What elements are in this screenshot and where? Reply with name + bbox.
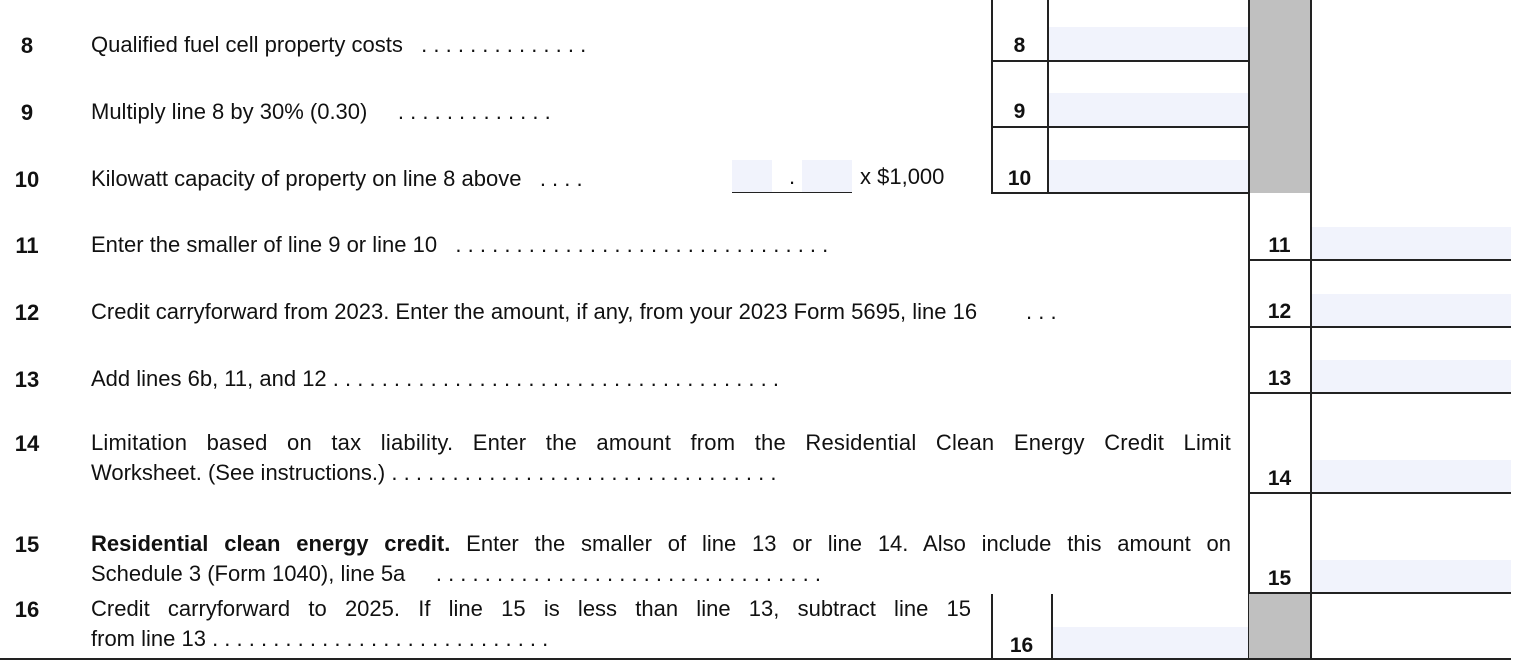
- row-rule: [991, 60, 1248, 62]
- line-text: from line 13: [91, 626, 206, 651]
- line-number: 16: [14, 597, 40, 622]
- box-label-8: 8: [1013, 34, 1026, 57]
- box-label-11: 11: [1268, 234, 1291, 257]
- line-10-amount-input[interactable]: [1049, 160, 1248, 193]
- line-number: 10: [14, 167, 40, 192]
- line-number: 11: [15, 233, 39, 258]
- line-12-amount-input[interactable]: [1312, 294, 1511, 327]
- leader-dots: . . . . . . . . . . . . .: [397, 99, 551, 124]
- line-14-amount-input[interactable]: [1312, 460, 1511, 493]
- line-number: 9: [20, 100, 34, 125]
- leader-dots: . . . . . . . . . . . . . . . . . . . . . . . . . . . . . . . .: [435, 561, 821, 586]
- row-rule: [1248, 392, 1511, 394]
- line-11-description: [91, 230, 828, 260]
- row-rule: [991, 126, 1248, 128]
- line-15-description-2: [91, 559, 821, 589]
- box-label-12: 12: [1267, 300, 1292, 323]
- kilowatt-decimal-input[interactable]: [802, 160, 852, 192]
- line-text: Qualified fuel cell property costs: [91, 32, 403, 57]
- leader-dots: . . . .: [539, 166, 583, 191]
- row-rule: [1248, 259, 1511, 261]
- shaded-cell-top: [1248, 0, 1311, 193]
- line-text: Add lines 6b, 11, and 12: [91, 366, 327, 391]
- box-label-10: 10: [1007, 167, 1032, 190]
- line-9-amount-input[interactable]: [1049, 93, 1248, 126]
- box-label-9: 9: [1013, 100, 1026, 123]
- line-number: 15: [14, 532, 40, 557]
- kilowatt-whole-input[interactable]: [732, 160, 772, 192]
- box-label-15: 15: [1267, 567, 1292, 590]
- box-label-13: 13: [1267, 367, 1292, 390]
- line-15-amount-input[interactable]: [1312, 560, 1511, 593]
- line-text: Enter the smaller of line 13 or line 14. Also include this amount on: [450, 531, 1231, 556]
- line-16-description-2: [91, 624, 548, 654]
- leader-dots: . . .: [1026, 299, 1057, 324]
- line-8-amount-input[interactable]: [1049, 27, 1248, 60]
- line-number: 12: [14, 300, 40, 325]
- line-8-description: [91, 30, 586, 60]
- line-16-description-1: Credit carryforward to 2025. If line 15 is less than line 13, subtract line 15: [91, 596, 971, 621]
- line-16-amount-input[interactable]: [1053, 627, 1248, 658]
- line-13-amount-input[interactable]: [1312, 360, 1511, 393]
- line-13-description: [91, 364, 779, 394]
- line-10-description: [91, 164, 583, 194]
- line-9-description: [91, 97, 551, 127]
- row-rule: [1248, 492, 1511, 494]
- row-rule: [1248, 326, 1511, 328]
- line-14-description-1: Limitation based on tax liability. Enter the amount from the Residential Clean Energy Credit Limit: [91, 430, 1231, 455]
- line-text: Worksheet. (See instructions.): [91, 460, 386, 485]
- line-14-description-2: [91, 458, 776, 488]
- multiplier-text: x $1,000: [860, 164, 945, 189]
- line-12-description: [91, 297, 1057, 327]
- kilowatt-underline: [732, 192, 852, 193]
- leader-dots: . . . . . . . . . . . . . . . . . . . . . . . . . . . . . . . .: [391, 460, 777, 485]
- line-text: Multiply line 8 by 30% (0.30): [91, 99, 368, 124]
- line-text: Enter the smaller of line 9 or line 10: [91, 232, 438, 257]
- line-15-description-1: [91, 529, 1231, 559]
- line-text: Kilowatt capacity of property on line 8 above: [91, 166, 522, 191]
- line-text: Schedule 3 (Form 1040), line 5a: [91, 561, 406, 586]
- leader-dots: . . . . . . . . . . . . . .: [421, 32, 587, 57]
- line-text: Credit carryforward from 2023. Enter the amount, if any, from your 2023 Form 5695, line 16: [91, 299, 978, 324]
- inner-column-left-rule: [991, 0, 993, 194]
- line-number: 14: [14, 431, 40, 456]
- line-number: 8: [20, 33, 34, 58]
- leader-dots: . . . . . . . . . . . . . . . . . . . . . . . . . . . . . . .: [455, 232, 829, 257]
- leader-dots: . . . . . . . . . . . . . . . . . . . . . . . . . . . . . . . . . . . . .: [332, 366, 779, 391]
- row-rule: [991, 192, 1248, 194]
- box-label-14: 14: [1267, 467, 1292, 490]
- outer-column-left-rule: [1248, 0, 1250, 660]
- line-11-amount-input[interactable]: [1312, 227, 1511, 260]
- decimal-point: .: [789, 164, 796, 189]
- line-15-bold-lead: Residential clean energy credit.: [91, 531, 451, 556]
- leader-dots: . . . . . . . . . . . . . . . . . . . . . . . . . . . .: [212, 626, 549, 651]
- shaded-cell-bottom: [1249, 594, 1310, 660]
- box-label-16: 16: [1009, 634, 1034, 657]
- line-number: 13: [14, 367, 40, 392]
